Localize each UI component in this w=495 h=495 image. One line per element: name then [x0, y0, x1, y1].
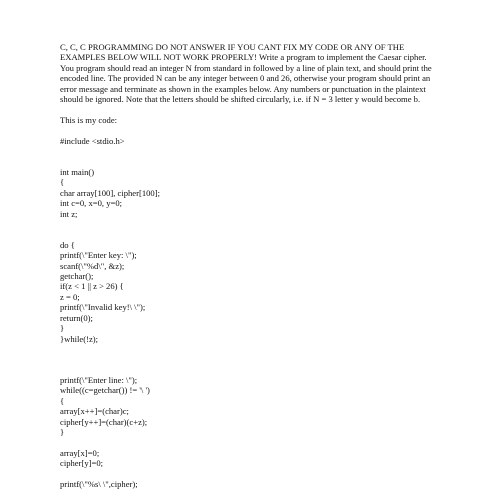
code-line [60, 146, 440, 156]
code-line: cipher[y++]=(char)(c+z); [60, 416, 148, 427]
code-line: char array[100], cipher[100]; [60, 187, 160, 198]
code-line: int main() [60, 167, 95, 178]
code-line: printf(\"Enter key: \"); [60, 250, 137, 261]
code-line: if(z < 1 || z > 26) { [60, 281, 124, 292]
code-line: return(0); [60, 312, 93, 323]
code-line [60, 219, 440, 229]
code-line: getchar(); [60, 271, 94, 282]
code-line: array[x++]=(char)c; [60, 406, 129, 417]
code-line: { [60, 177, 65, 188]
code-line: } [60, 323, 65, 334]
document-page [60, 42, 440, 490]
question-text: C, C, C PROGRAMMING DO NOT ANSWER IF YOU CANT FIX MY CODE OR ANY OF THE EXAMPLES BELOW WILL NOT WORK PROPERLY! Write a program to implement the Caesar cipher. You program should read an integer N from standard in followed by a line of plain text, and should print the encoded line. The provided N can be any integer between 0 and 26, otherwise your program should print an error message and terminate as shown in the examples below. Any numbers or punctuation in the plaintext should be ignored. Note that the letters should be shifted circularly, i.e. if N = 3 letter y would become b. [60, 42, 432, 105]
code-line: scanf(\"%d\", &z); [60, 260, 125, 271]
code-line: cipher[y]=0; [60, 458, 104, 469]
code-line: array[x]=0; [60, 447, 100, 458]
code-line: do { [60, 239, 75, 250]
code-line: { [60, 395, 65, 406]
code-line: int c=0, x=0, y=0; [60, 198, 123, 209]
code-line [60, 354, 440, 364]
code-line: } [60, 427, 65, 438]
code-line [60, 365, 440, 375]
code-line: while((c=getchar()) != '\ ') [60, 385, 150, 396]
code-block [60, 136, 440, 490]
code-line: }while(!z); [60, 333, 99, 344]
code-line [60, 229, 440, 239]
code-line: printf(\"Invalid key!\ \"); [60, 302, 146, 313]
code-line [60, 469, 440, 479]
code-line: z = 0; [60, 291, 80, 302]
code-line [60, 344, 440, 354]
code-line: printf(\"Enter line: \"); [60, 375, 138, 386]
code-line: int z; [60, 208, 78, 219]
code-line: #include <stdio.h> [60, 135, 125, 146]
code-line: printf(\"%s\ \",cipher); [60, 479, 138, 490]
intro-text: This is my code: [60, 115, 118, 126]
code-line [60, 438, 440, 448]
code-line [60, 157, 440, 167]
